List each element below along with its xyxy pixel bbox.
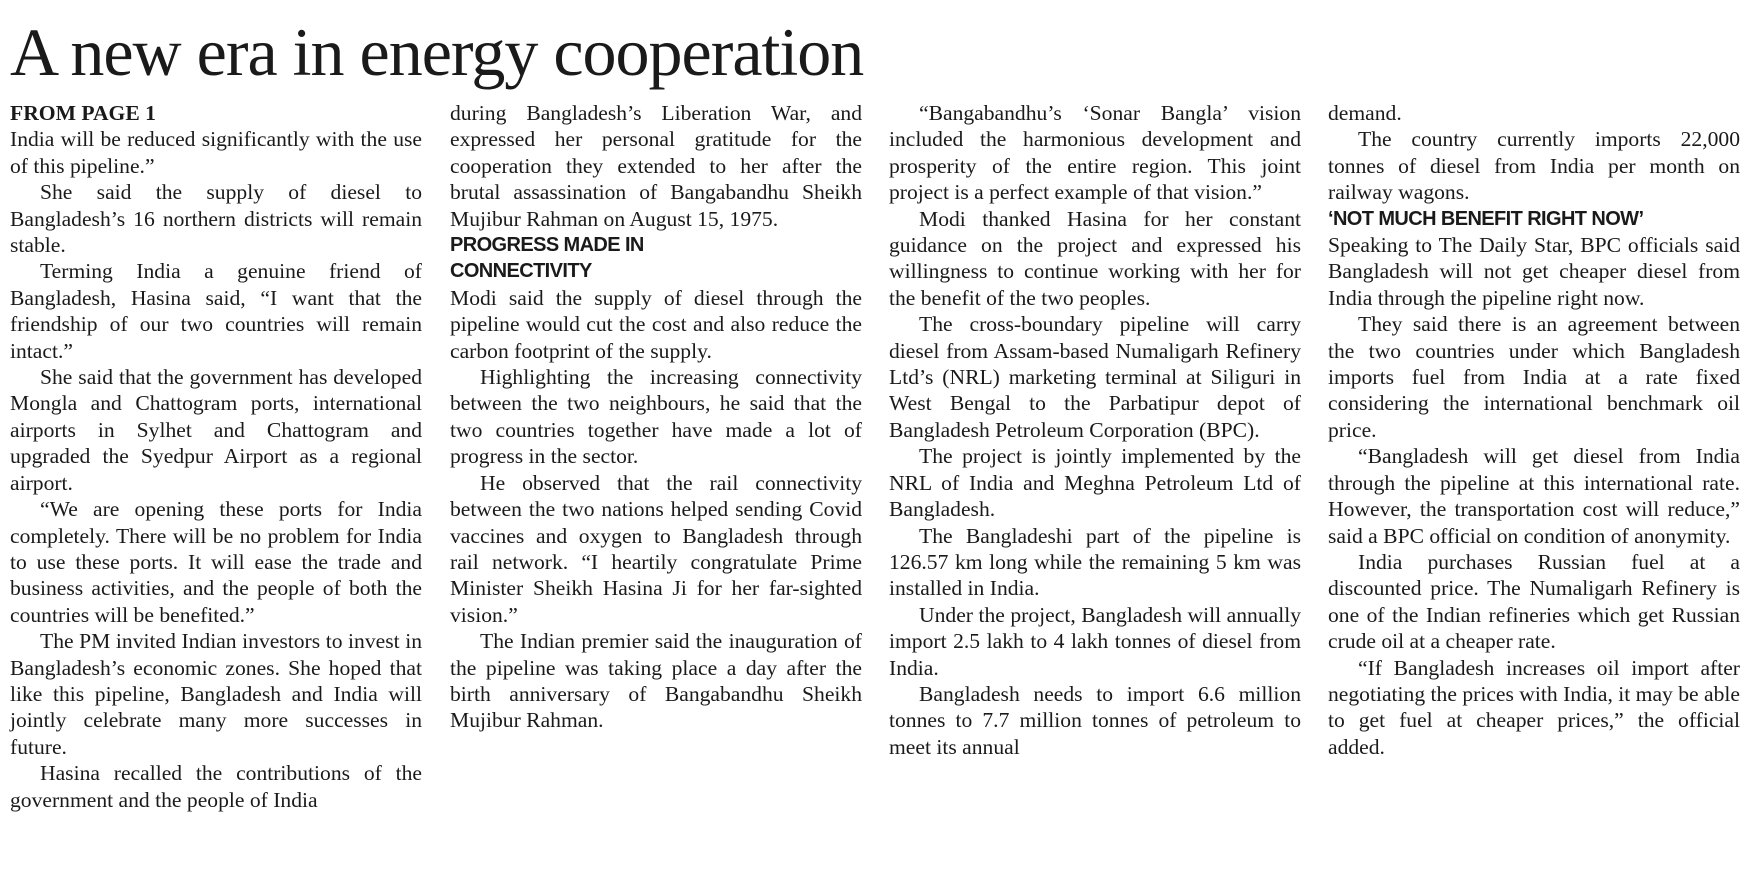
subheading-line: PROGRESS MADE IN	[450, 234, 644, 257]
paragraph: “If Bangladesh increases oil import after negotiating the prices with India, it may be able to get fuel at cheaper prices,” the official added.	[1328, 655, 1740, 759]
paragraph: Terming India a genuine friend of Bangladesh, Hasina said, “I want that the friendship of our two countries will remain intact.”	[10, 259, 422, 363]
paragraph: The Bangladeshi part of the pipeline is 126.57 km long while the remaining 5 km was installed in India.	[889, 523, 1301, 601]
article-column-1	[10, 100, 422, 813]
subheading	[450, 232, 862, 285]
paragraph: The project is jointly implemented by the NRL of India and Meghna Petroleum Ltd of Bangladesh.	[889, 444, 1301, 522]
subheading-line: CONNECTIVITY	[450, 260, 592, 283]
paragraph: She said that the government has developed Mongla and Chattogram ports, international airports in Sylhet and Chattogram and upgraded the Syedpur Airport as a regional airport.	[10, 365, 422, 495]
article-column-2	[450, 100, 862, 734]
article-column-3	[889, 100, 1301, 760]
paragraph: India will be reduced significantly with the use of this pipeline.”	[10, 127, 422, 178]
paragraph: The Indian premier said the inauguration of the pipeline was taking place a day after the birth anniversary of Bangabandhu Sheikh Mujibur Rahman.	[450, 629, 862, 733]
subheading: ‘NOT MUCH BENEFIT RIGHT NOW’	[1328, 207, 1644, 230]
paragraph: He observed that the rail connectivity between the two nations helped sending Covid vaccines and oxygen to Bangladesh through rail network. “I heartily congratulate Prime Minister Sheikh Hasina Ji for her far-sighted vision.”	[450, 470, 862, 627]
paragraph: “Bangabandhu’s ‘Sonar Bangla’ vision included the harmonious development and prosperity of the entire region. This joint project is a perfect example of that vision.”	[889, 101, 1301, 205]
paragraph: She said the supply of diesel to Bangladesh’s 16 northern districts will remain stable.	[10, 180, 422, 258]
paragraph: Modi thanked Hasina for her constant guidance on the project and expressed his willingness to continue working with her for the benefit of the two peoples.	[889, 206, 1301, 310]
paragraph: The cross-boundary pipeline will carry diesel from Assam-based Numaligarh Refinery Ltd’s (NRL) marketing terminal at Siliguri in West Bengal to the Parbatipur depot of Bangladesh Petroleum Corporation (BPC).	[889, 312, 1301, 442]
paragraph: The country currently imports 22,000 tonnes of diesel from India per month on railway wagons.	[1328, 127, 1740, 205]
kicker: FROM PAGE 1	[10, 101, 156, 125]
paragraph: during Bangladesh’s Liberation War, and expressed her personal gratitude for the cooperation they extended to her after the brutal assassination of Bangabandhu Sheikh Mujibur Rahman on August 15, 1975.	[450, 101, 862, 231]
paragraph: Highlighting the increasing connectivity between the two neighbours, he said that the two countries together have made a lot of progress in the sector.	[450, 365, 862, 469]
paragraph: Modi said the supply of diesel through the pipeline would cut the cost and also reduce the carbon footprint of the supply.	[450, 285, 862, 363]
paragraph: Under the project, Bangladesh will annually import 2.5 lakh to 4 lakh tonnes of diesel from India.	[889, 602, 1301, 680]
paragraph: The PM invited Indian investors to invest in Bangladesh’s economic zones. She hoped that like this pipeline, Bangladesh and India will jointly celebrate many more successes in future.	[10, 629, 422, 759]
paragraph: They said there is an agreement between the two countries under which Bangladesh imports fuel from India at a rate fixed considering the international benchmark oil price.	[1328, 312, 1740, 442]
paragraph: demand.	[1328, 101, 1402, 125]
paragraph: Hasina recalled the contributions of the government and the people of India	[10, 761, 422, 812]
headline: A new era in energy cooperation	[10, 14, 864, 90]
paragraph: Speaking to The Daily Star, BPC officials said Bangladesh will not get cheaper diesel from India through the pipeline right now.	[1328, 233, 1740, 310]
paragraph: “Bangladesh will get diesel from India through the pipeline at this international rate. However, the transportation cost will reduce,” said a BPC official on condition of anonymity.	[1328, 444, 1740, 548]
paragraph: Bangladesh needs to import 6.6 million tonnes to 7.7 million tonnes of petroleum to meet its annual	[889, 681, 1301, 759]
paragraph: “We are opening these ports for India completely. There will be no problem for India to use these ports. It will ease the trade and business activities, and the people of both the countries will be benefited.”	[10, 497, 422, 627]
article-column-4	[1328, 100, 1740, 760]
paragraph: India purchases Russian fuel at a discounted price. The Numaligarh Refinery is one of the Indian refineries which get Russian crude oil at a cheaper rate.	[1328, 549, 1740, 654]
